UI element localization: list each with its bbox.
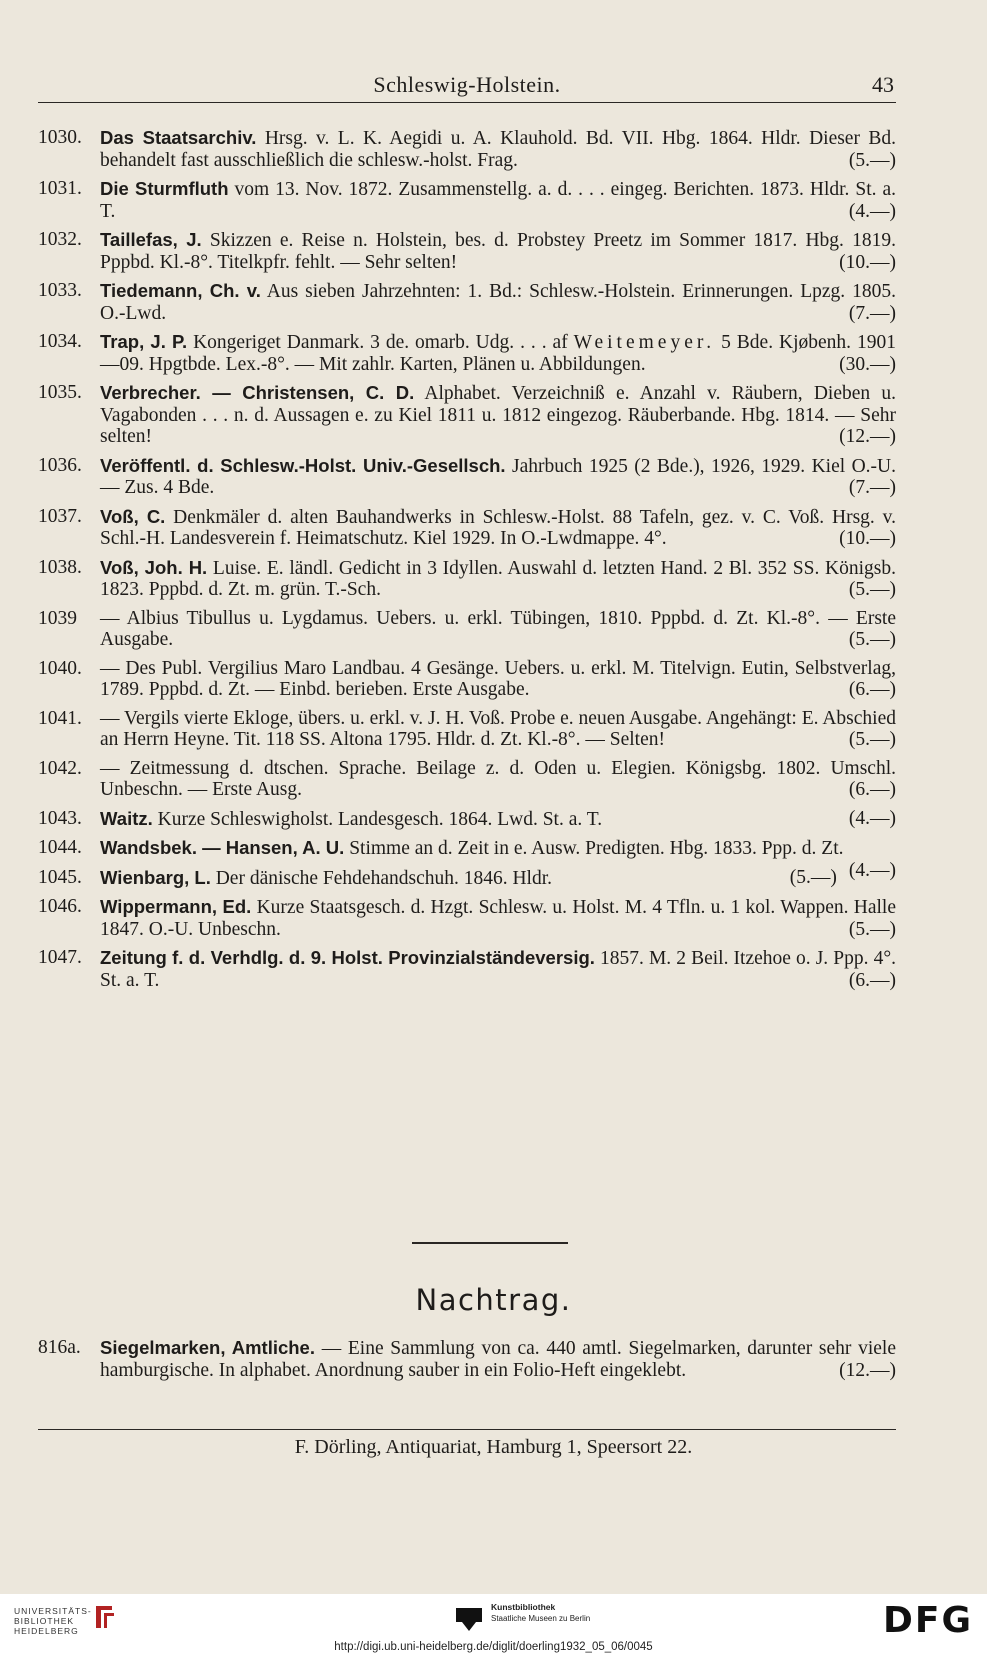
entry-text: Denkmäler d. alten Bauhandwerks in Schlesw.-Holst. 88 Tafeln, gez. v. C. Voß. Hrsg. v. Schl.-H. Landesverein f. Heimatschutz. Kiel 1929. In O.-Lwdmappe. 4°. [100, 506, 896, 549]
entry-title: Verbrecher. — Christensen, C. D. [100, 382, 415, 403]
entry-title: Wienbarg, L. [100, 866, 211, 888]
entry-price: (5.—) [848, 579, 896, 600]
entry-number: 1046. [38, 896, 82, 917]
list-item [38, 178, 896, 222]
entry-number: 1041. [38, 707, 82, 729]
list-item [38, 455, 896, 499]
entry-number: 1037. [38, 505, 82, 527]
entry-text: — Zeitmessung d. dtschen. Sprache. Beilage z. d. Oden u. Elegien. Königsbg. 1802. Umschl. Unbeschn. — Erste Ausg. [100, 757, 896, 800]
entry-title: Voß, C. [100, 505, 166, 527]
entry-price: (6.—) [848, 969, 896, 991]
entry-number: 1033. [38, 280, 82, 301]
entry-price: (10.—) [839, 528, 896, 549]
entry-number: 1034. [38, 331, 82, 352]
entry-text: Kurze Schleswigholst. Landesgesch. 1864. Lwd. St. a. T. [152, 808, 603, 830]
entry-price: (7.—) [848, 477, 896, 498]
entry-text: Jahrbuch 1925 (2 Bde.), 1926, 1929. Kiel O.-U. — Zus. 4 Bde. [100, 455, 896, 498]
kunstbibliothek-logo[interactable] [491, 1602, 590, 1624]
list-item [38, 808, 896, 831]
footer-divider [38, 1429, 896, 1430]
entry-title: Waitz. [100, 807, 153, 829]
list-item [38, 506, 896, 550]
entry-text: 1857. M. 2 Beil. Itzehoe o. J. Ppp. 4°. St. a. T. [100, 948, 896, 991]
entry-title: Taillefas, J. [100, 229, 202, 250]
entry-number: 1031. [38, 178, 82, 199]
entry-price: (10.—) [839, 251, 896, 273]
entry-price: (12.—) [839, 426, 896, 447]
section-divider [412, 1242, 568, 1244]
entry-number: 1032. [38, 229, 82, 250]
list-item [38, 658, 896, 701]
entry-title: Wippermann, Ed. [100, 896, 252, 917]
entry-text: Aus sieben Jahrzehnten: 1. Bd.: Schlesw.-Holstein. Erinnerungen. Lpzg. 1805. O.-Lwd. [100, 281, 896, 324]
entry-price: (6.—) [848, 779, 896, 800]
entry-text-continued: 5 Bde. Kjøbenh. 1901—09. Hpgtbde. Lex.-8°. — Mit zahlr. Karten, Plänen u. Abbildungen. [100, 332, 896, 375]
entry-price: (4.—) [848, 859, 896, 881]
entry-text: — Eine Sammlung von ca. 440 amtl. Siegelmarken, darunter sehr viele hamburgische. In alphabet. Anordnung sauber in ein Folio-Heft eingeklebt. [100, 1338, 896, 1381]
list-item [38, 280, 896, 324]
publisher-footer: F. Dörling, Antiquariat, Hamburg 1, Speersort 22. [294, 1436, 693, 1458]
list-item [38, 947, 896, 991]
list-item [38, 896, 896, 940]
digitization-strip [0, 1594, 987, 1659]
entry-text: Skizzen e. Reise n. Holstein, bes. d. Probstey Preetz im Sommer 1817. Hbg. 1819. Pppbd. Kl.-8°. Titelkpfr. fehlt. — Sehr selten! [100, 230, 896, 273]
entry-price: (5.—) [848, 629, 896, 650]
entry-price: (6.—) [848, 679, 896, 700]
entry-price: (5.—) [848, 149, 896, 171]
entry-number: 1038. [38, 556, 82, 578]
entry-title: Das Staatsarchiv. [100, 127, 257, 148]
university-library-logo[interactable] [14, 1606, 92, 1636]
entry-price: (30.—) [839, 353, 896, 375]
entry-number: 1030. [38, 127, 82, 148]
list-item [38, 867, 896, 890]
list-item [38, 708, 896, 751]
entry-text: Der dänische Fehdehandschuh. 1846. Hldr. [210, 867, 553, 889]
dfg-logo[interactable]: DFG [882, 1600, 973, 1641]
list-item [38, 382, 896, 448]
entry-text: Kongeriget Danmark. 3 de. omarb. Udg. . . . af [187, 332, 574, 353]
kunstbibliothek-icon [454, 1604, 484, 1634]
entry-text: — Albius Tibullus u. Lygdamus. Uebers. u. erkl. Tübingen, 1810. Pppbd. d. Zt. Kl.-8°. — Erste Ausgabe. [100, 607, 896, 650]
entry-title: Trap, J. P. [100, 331, 188, 352]
entry-title: Zeitung f. d. Verhdlg. d. 9. Holst. Provinzialständeversig. [100, 947, 595, 968]
source-url[interactable]: http://digi.ub.uni-heidelberg.de/diglit/doerling1932_05_06/0045 [334, 1641, 653, 1653]
entry-number: 1039 [38, 607, 77, 629]
kb-line-2: Staatliche Museen zu Berlin [491, 1614, 591, 1623]
entry-number: 1042. [38, 757, 82, 779]
entry-number: 1036. [38, 454, 82, 476]
entry-number: 1047. [38, 947, 82, 968]
entry-title: Voß, Joh. H. [100, 556, 208, 578]
entry-price: (7.—) [848, 302, 896, 324]
uni-line-3: HEIDELBERG [14, 1626, 79, 1636]
entry-title: Wandsbek. — Hansen, A. U. [100, 837, 345, 858]
addendum-entry [38, 1337, 896, 1388]
list-item [38, 229, 896, 273]
uni-line-2: BIBLIOTHEK [14, 1616, 75, 1626]
entry-price: (5.—) [789, 866, 837, 888]
entry-price: (5.—) [848, 918, 896, 940]
entry-title: Veröffentl. d. Schlesw.-Holst. Univ.-Gesellsch. [100, 454, 506, 476]
page-header [38, 72, 896, 103]
list-item [38, 127, 896, 171]
section-title: Nachtrag. [415, 1283, 572, 1317]
library-emblem-icon [92, 1602, 118, 1632]
entry-text: Hrsg. v. L. K. Aegidi u. A. Klauhold. Bd. VII. Hbg. 1864. Hldr. Dieser Bd. behandelt fast ausschließlich die schlesw.-holst. Frag. [100, 128, 896, 171]
list-item [38, 1337, 896, 1381]
entry-text: Alphabet. Verzeichniß e. Anzahl v. Räubern, Dieben u. Vagabonden . . . n. d. Aussagen e. zu Kiel 1811 u. 1812 eingezog. Räuberbande. Hbg. 1814. — Sehr selten! [100, 383, 896, 447]
entry-price: (5.—) [848, 729, 896, 750]
entry-number: 816a. [38, 1337, 81, 1358]
entry-title: Tiedemann, Ch. v. [100, 280, 261, 301]
entry-price: (12.—) [839, 1359, 896, 1381]
entry-text: Kurze Staatsgesch. d. Hzgt. Schlesw. u. Holst. M. 4 Tfln. u. 1 kol. Wappen. Halle 1847. O.-U. Unbeschn. [100, 897, 896, 940]
page-title: Schleswig-Holstein. [373, 72, 561, 97]
page-number: 43 [872, 72, 894, 97]
entry-number: 1035. [38, 382, 82, 403]
list-item [38, 557, 896, 601]
kb-line-1: Kunstbibliothek [491, 1602, 556, 1612]
entry-price: (4.—) [848, 807, 896, 829]
entry-number: 1040. [38, 657, 82, 679]
catalog-entries [38, 127, 896, 998]
list-item [38, 758, 896, 801]
list-item [38, 331, 896, 375]
entry-number: 1045. [38, 866, 82, 888]
uni-line-1: UNIVERSITÄTS- [14, 1606, 92, 1616]
entry-spaced-text: Weitemeyer. [573, 332, 716, 353]
entry-text: vom 13. Nov. 1872. Zusammenstellg. a. d. . . . eingeg. Berichten. 1873. Hldr. St. a. T. [100, 179, 896, 222]
entry-text: — Des Publ. Vergilius Maro Landbau. 4 Gesänge. Uebers. u. erkl. M. Titelvign. Eutin, Selbstverlag, 1789. Pppbd. d. Zt. — Einbd. berieben. Erste Ausgabe. [100, 657, 896, 700]
entry-number: 1044. [38, 837, 82, 858]
entry-price: (4.—) [848, 200, 896, 222]
entry-text: — Vergils vierte Ekloge, übers. u. erkl. v. J. H. Voß. Probe e. neuen Ausgabe. Angehängt: E. Abschied an Herrn Heyne. Tit. 118 SS. Altona 1795. Hldr. d. Zt. Kl.-8°. — Selten! [100, 707, 896, 750]
list-item [38, 608, 896, 651]
entry-number: 1043. [38, 807, 82, 829]
entry-title: Die Sturmfluth [100, 178, 229, 199]
entry-text: Stimme an d. Zeit in e. Ausw. Predigten. Hbg. 1833. Ppp. d. Zt. [344, 838, 844, 859]
entry-text: Luise. E. ländl. Gedicht in 3 Idyllen. Auswahl d. letzten Hand. 2 Bl. 352 SS. Königsb. 1823. Pppbd. d. Zt. m. grün. T.-Sch. [100, 557, 896, 600]
entry-title: Siegelmarken, Amtliche. [100, 1337, 315, 1358]
